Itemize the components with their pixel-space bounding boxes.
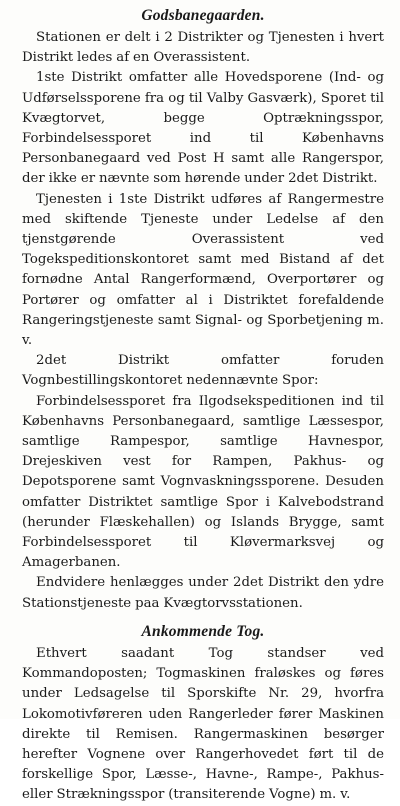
paragraph: Endvidere henlægges under 2det Distrikt den ydre Stationstjeneste paa Kvægtorvsstationen. bbox=[22, 575, 384, 611]
section-heading-godsbanegaarden: Godsbanegaarden. bbox=[141, 7, 265, 24]
text-column bbox=[22, 4, 384, 806]
paragraph: Ethvert saadant Tog standser ved Kommandoposten; Togmaskinen fraløskes og føres under Ledsagelse til Sporskifte Nr. 29, hvorfra Lokomotivføreren uden Rangerleder fører Maskinen direkte til Remisen. Rangermaskinen besørger herefter Vognene over Rangerhovedet ført til de forskellige Spor, Læsse-, Havne-, Rampe-, Pakhus- eller Strækningsspor (transiterende Vogne) m. v. bbox=[22, 645, 384, 803]
paragraph: Stationen er delt i 2 Distrikter og Tjenesten i hvert Distrikt ledes af en Overassistent. bbox=[22, 30, 384, 66]
paragraph: Forbindelsessporet fra Ilgodsekspeditionen ind til Københavns Personbanegaard, samtlige Læssespor, samtlige Rampespor, samtlige Havnespor, Drejeskiven vest for Rampen, Pakhus- og Depotsporene samt Vognvaskningssporene. Desuden omfatter Distriktet samtlige Spor i Kalvebodstrand (herunder Flæskehallen) og Islands Brygge, samt Forbindelsessporet til Kløvermarksvej og Amagerbanen. bbox=[22, 393, 384, 571]
section-heading-ankommende-tog: Ankommende Tog. bbox=[141, 622, 265, 640]
paragraph: Tjenesten i 1ste Distrikt udføres af Rangermestre med skiftende Tjeneste under Ledelse af den tjenstgørende Overassistent ved Togekspeditionskontoret samt med Bistand af det fornødne Antal Rangerformænd, Overportører og Portører og omfatter al i Distriktet forefaldende Rangeringstjeneste samt Signal- og Sporbetjening m. v. bbox=[22, 191, 384, 349]
paragraph: 2det Distrikt omfatter foruden Vognbestillingskontoret nedennævnte Spor: bbox=[22, 353, 384, 389]
paragraph: 1ste Distrikt omfatter alle Hovedsporene (Ind- og Udførselssporene fra og til Valby Gasværk), Sporet til Kvægtorvet, begge Optrækningsspor, Forbindelsessporet ind til Københavns Personbanegaard ved Post H samt alle Rangerspor, der ikke er nævnte som hørende under 2det Distrikt. bbox=[22, 70, 384, 187]
